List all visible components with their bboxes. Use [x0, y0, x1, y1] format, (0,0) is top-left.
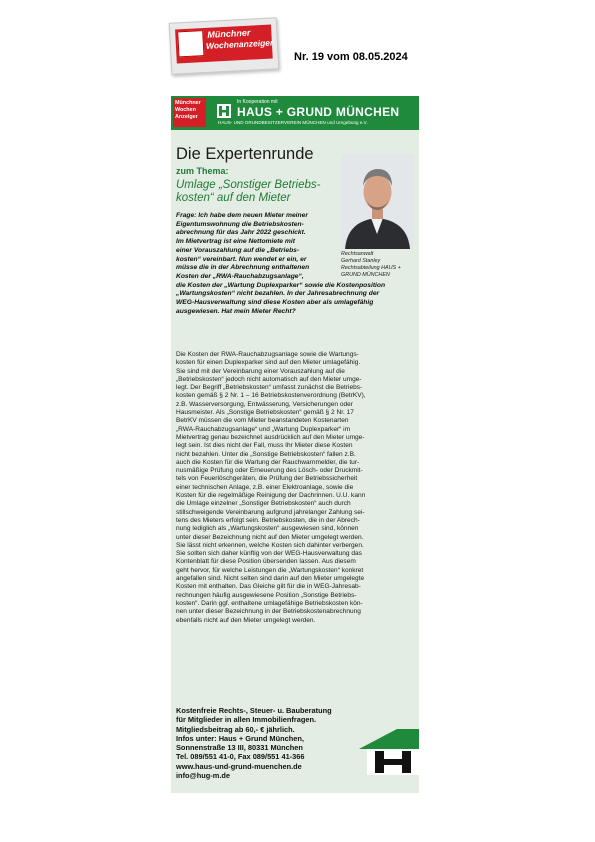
cooperation-label: In Kooperation mit	[237, 99, 278, 105]
newspaper-logo	[169, 17, 280, 75]
badge-line: Wochen	[175, 107, 196, 113]
haus-grund-logo-icon	[217, 104, 231, 118]
badge-line: Anzeiger	[175, 114, 198, 120]
article-subject: Umlage „Sonstiger Betriebs-kosten“ auf den Mieter	[176, 179, 321, 204]
association-subtitle: HAUS- UND GRUNDBESITZERVEREIN MÜNCHEN und Umgebung e.V.	[218, 120, 368, 125]
association-name: HAUS + GRUND MÜNCHEN	[237, 105, 400, 119]
membership-info: Kostenfreie Rechts-, Steuer- u. Bauberatung für Mitglieder in allen Immobilienfragen. Mitgliedsbeitrag ab 60,- € jährlich. Infos unter: Haus + Grund München, Sonnenstraße 13 III, 80331 München Tel. 089/551 41-0, Fax 089/551 41-366 www.haus-und-grund-muenchen.de info@hug-m.de	[176, 706, 332, 781]
expert-answer: Die Kosten der RWA-Rauchabzugsanlage sowie die Wartungs- kosten für einen Duplexparker sind auf den Mieter umlagefähig. Sie sind mit der Vereinbarung einer Vorauszahlung auf die „Betriebskosten“ jedoch nicht automatisch auf den Mieter umge- legt. Der Begriff „Betriebskosten“ umfasst zunächst die Betriebs- kosten gemäß § 2 Nr. 1 – 16 Betriebskostenverordnung (BetrKV), z.B. Wasserversorgung, Entwässerung, Versicherungen oder Hausmeister. Als „Sonstige Betriebskosten“ gemäß § 2 Nr. 17 BetrKV müssen die vom Mieter beanstandeten Kostenarten „RWA-Rauchabzugsanlage“ und „Wartung Duplexparker“ im Mietvertrag genau bezeichnet ausdrücklich auf den Mieter umge- legt sein. Ist dies nicht der Fall, muss Ihr Mieter diese Kosten nicht bezahlen. Unter die „Sonstige Betriebskosten“ fallen z.B. auch die Kosten für die Wartung der Rauchwarnmelder, die tur- nusmäßige Prüfung oder Erneuerung des Lösch- oder Druckmit- tels von Feuerlöschgeräten, die Prüfung der Betriebssicherheit einer technischen Anlage, z.B. einer Elektroanlage, sowie die Kosten für die regelmäßige Reinigung der Dachrinnen. U.U. kann die Umlage einzelner „Sonstiger Betriebskosten“ auch durch stillschweigende Vereinbarung aufgrund jahrelanger Zahlung sei- tens des Mieters erfolgt sein. Betriebskosten, die in der Abrech- nung lediglich als „Wartungskosten“ ausgewiesen sind, können unter dieser Bezeichnung nicht auf den Mieter umgelegt werden. Sie lässt nicht erkennen, welche Kosten sich dahinter verbergen. Sie sollten sich daher künftig von der WEG-Hausverwaltung das Kontenblatt für diese Position übersenden lassen. Aus diesem geht hervor, für welche Leistungen die „Wartungskosten“ konkret angefallen sind. Nicht selten sind darin auf den Mieter umgelegte Kosten mit enthalten. Das Gleiche gilt für die in WEG-Jahresab- rechnungen häufig ausgewiesene Position „Sonstige Betriebs- kosten“. Darin ggf. enthaltene umlagefähige Betriebskosten kön- nen unter dieser Bezeichnung in der Betriebskostenabrechnung ebenfalls nicht auf den Mieter umgelegt werden.	[176, 351, 366, 624]
haus-grund-logo-icon	[359, 729, 419, 775]
paper-name-line1: Münchner	[207, 27, 251, 40]
article-panel	[171, 96, 419, 793]
paper-name-line2: Wochenanzeiger	[205, 37, 274, 51]
reader-question: Frage: Ich habe dem neuen Mieter meiner Eigentumswohnung die Betriebskosten- abrechnung für das Jahr 2022 geschickt. Im Mietvertrag ist eine Nettomiete mit einer Vorauszahlung auf die „Betriebs- kosten“ vereinbart. Nun wendet er ein, er müsse die in der Abrechnung enthaltenen Kosten der „RWA-Rauchabzugsanlage“, die Kosten der „Wartung Duplexparker“ sowie die Kostenposition „Wartungskosten“ nicht bezahlen. In der Jahresabrechnung der WEG-Hausverwaltung sind diese Kosten aber als umlagefähig ausgewiesen. Hat mein Mieter Recht?	[176, 212, 386, 315]
issue-date: Nr. 19 vom 08.05.2024	[294, 51, 408, 63]
topic-label: zum Thema:	[176, 166, 229, 176]
newspaper-thumbnail-icon	[177, 30, 204, 57]
cooperation-banner	[171, 96, 419, 130]
badge-line: Münchner	[175, 100, 201, 106]
article-heading: Die Expertenrunde	[176, 145, 314, 163]
wochenanzeiger-badge	[173, 98, 206, 127]
photo-caption: Rechtsanwalt Gerhard Stanley Rechtsabteilung HAUS + GRUND MÜNCHEN	[341, 251, 401, 278]
